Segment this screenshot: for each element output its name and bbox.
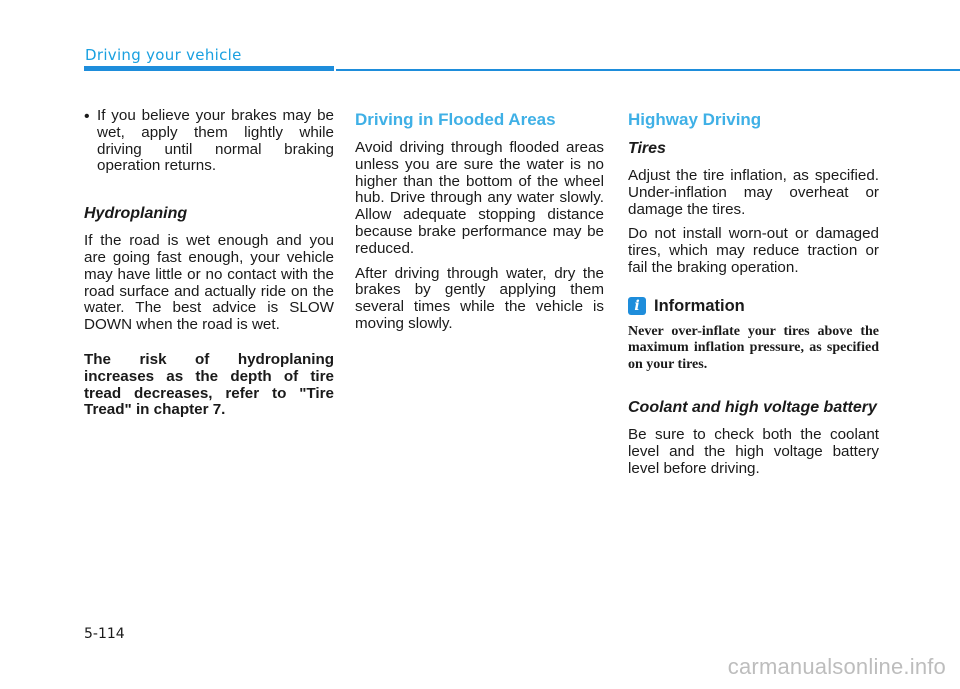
column-right: [628, 108, 879, 486]
information-text: Never over-inflate your tires above the maximum inflation pressure, as specified on your tires.: [628, 323, 879, 372]
flooded-paragraph-2: After driving through water, dry the brakes by gently applying them several times while the vehicle is moving slowly.: [355, 264, 604, 332]
tires-paragraph-1: Adjust the tire inflation, as specified. Under-inflation may overheat or damage the tires.: [628, 167, 879, 218]
header-rule-thick: [84, 66, 334, 71]
flooded-paragraph-1: Avoid driving through flooded areas unless you are sure the water is no higher than the bottom of the wheel hub. Drive through any water slowly. Allow adequate stopping distance because brake performance may be reduced.: [355, 139, 604, 257]
coolant-paragraph: Be sure to check both the coolant level and the high voltage battery level before driving.: [628, 426, 879, 477]
bullet-item: [84, 108, 334, 175]
bullet-mark: •: [84, 108, 90, 125]
watermark: carmanualsonline.info: [727, 654, 946, 679]
section-title: Driving your vehicle: [85, 46, 242, 64]
info-icon: i: [628, 297, 646, 315]
tires-paragraph-2: Do not install worn-out or damaged tires, which may reduce traction or fail the braking operation.: [628, 225, 879, 276]
page-number: 5-114: [84, 626, 125, 642]
information-header: [628, 297, 879, 316]
flooded-areas-heading: Driving in Flooded Areas: [355, 110, 556, 129]
highway-driving-heading: Highway Driving: [628, 110, 762, 129]
column-left: [84, 108, 334, 427]
information-title: Information: [654, 296, 745, 315]
hydroplaning-heading: Hydroplaning: [84, 205, 188, 223]
hydroplaning-paragraph: If the road is wet enough and you are going fast enough, your vehicle may have little or no contact with the road surface and actually ride on the water. The best advice is SLOW DOWN when the road is wet.: [84, 232, 334, 334]
header-rule-thin: [336, 69, 960, 71]
column-middle: [355, 108, 604, 341]
tires-heading: Tires: [628, 140, 666, 157]
hydroplaning-warning: The risk of hydroplaning increases as the depth of tire tread decreases, refer to "Tire Tread" in chapter 7.: [84, 350, 334, 419]
bullet-text: If you believe your brakes may be wet, apply them lightly while driving until normal braking operation returns.: [97, 107, 334, 175]
coolant-heading: Coolant and high voltage battery: [628, 399, 877, 417]
